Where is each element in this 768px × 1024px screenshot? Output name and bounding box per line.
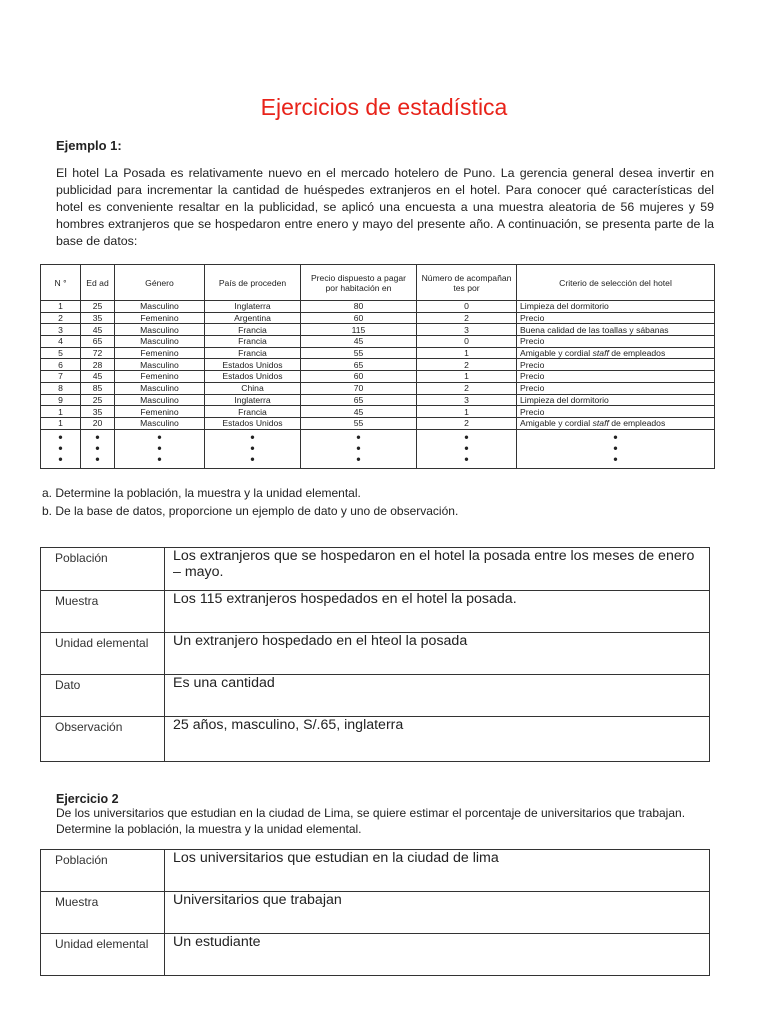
cell-pais: Inglaterra xyxy=(205,394,301,406)
criterio-text-end: de empleados xyxy=(608,348,666,359)
cell-edad: 35 xyxy=(81,406,115,418)
table-row xyxy=(41,301,715,313)
cell-edad: 45 xyxy=(81,371,115,383)
cell-acomp: 1 xyxy=(417,371,517,383)
cell-n: 5 xyxy=(41,347,81,359)
cell-precio: 45 xyxy=(301,336,417,348)
answer-row xyxy=(41,934,710,976)
criterio-text: Amigable y cordial xyxy=(520,348,593,359)
answer-label: Muestra xyxy=(41,892,165,934)
col-header-genero: Género xyxy=(115,265,205,301)
cell-criterio xyxy=(517,406,715,418)
cell-edad: 25 xyxy=(81,301,115,313)
answer-label: Unidad elemental xyxy=(41,633,165,675)
ejercicio2-heading: Ejercicio 2 xyxy=(56,792,119,806)
data-table xyxy=(40,264,715,469)
ejercicio2-paragraph: De los universitarios que estudian en la ciudad de Lima, se quiere estimar el porcentaje de universitarios que trabajan. Determine la población, la muestra y la unidad elemental. xyxy=(56,806,686,836)
cell-edad: 85 xyxy=(81,382,115,394)
answer-row xyxy=(41,633,710,675)
table-row xyxy=(41,324,715,336)
ellipsis-cell: • • • xyxy=(417,429,517,468)
cell-pais: Estados Unidos xyxy=(205,417,301,429)
cell-edad: 35 xyxy=(81,312,115,324)
ellipsis-cell: • • • xyxy=(205,429,301,468)
data-table-header xyxy=(41,265,715,301)
cell-criterio xyxy=(517,359,715,371)
cell-pais: Estados Unidos xyxy=(205,371,301,383)
answer-value: 25 años, masculino, S/.65, inglaterra xyxy=(165,717,710,762)
cell-pais: Francia xyxy=(205,347,301,359)
cell-pais: Francia xyxy=(205,406,301,418)
ejemplo1-heading: Ejemplo 1: xyxy=(56,138,122,153)
cell-genero: Masculino xyxy=(115,359,205,371)
answer-label: Población xyxy=(41,850,165,892)
cell-edad: 25 xyxy=(81,394,115,406)
cell-edad: 20 xyxy=(81,417,115,429)
cell-pais: China xyxy=(205,382,301,394)
criterio-text: Precio xyxy=(520,406,545,417)
col-header-criterio: Criterio de selección del hotel xyxy=(517,265,715,301)
cell-genero: Masculino xyxy=(115,301,205,313)
answer-label: Muestra xyxy=(41,591,165,633)
cell-acomp: 2 xyxy=(417,382,517,394)
cell-precio: 70 xyxy=(301,382,417,394)
cell-edad: 28 xyxy=(81,359,115,371)
table-row xyxy=(41,359,715,371)
ellipsis-cell: • • • xyxy=(41,429,81,468)
cell-genero: Masculino xyxy=(115,324,205,336)
cell-acomp: 2 xyxy=(417,417,517,429)
cell-n: 3 xyxy=(41,324,81,336)
cell-criterio xyxy=(517,394,715,406)
cell-genero: Femenino xyxy=(115,312,205,324)
cell-criterio xyxy=(517,417,715,429)
table-row xyxy=(41,417,715,429)
criterio-text: Buena calidad de las toallas y sábanas xyxy=(520,324,669,335)
answer-value: Un extranjero hospedado en el hteol la posada xyxy=(165,633,710,675)
answer-row xyxy=(41,675,710,717)
cell-n: 1 xyxy=(41,301,81,313)
criterio-text: Amigable y cordial xyxy=(520,418,593,429)
col-header-edad: Ed ad xyxy=(81,265,115,301)
page-title: Ejercicios de estadística xyxy=(260,94,508,120)
answer-label: Dato xyxy=(41,675,165,717)
cell-n: 2 xyxy=(41,312,81,324)
cell-criterio xyxy=(517,324,715,336)
cell-genero: Femenino xyxy=(115,371,205,383)
cell-n: 8 xyxy=(41,382,81,394)
cell-acomp: 0 xyxy=(417,301,517,313)
ellipsis-cell: • • • xyxy=(115,429,205,468)
cell-n: 1 xyxy=(41,406,81,418)
cell-precio: 80 xyxy=(301,301,417,313)
table-row xyxy=(41,394,715,406)
cell-precio: 65 xyxy=(301,359,417,371)
cell-genero: Masculino xyxy=(115,394,205,406)
cell-precio: 60 xyxy=(301,312,417,324)
ejemplo1-paragraph: El hotel La Posada es relativamente nuevo en el mercado hotelero de Puno. La gerencia general desea invertir en publicidad para incrementar la cantidad de huéspedes extranjeros en el hotel. Para conocer qué características del hotel es conveniente resaltar en la publicidad, se aplicó una encuesta a una muestra aleatoria de 56 mujeres y 59 hombres extranjeros que se hospedaron entre enero y mayo del presente año. A continuación, se presenta parte de la base de datos: xyxy=(56,166,714,248)
cell-n: 6 xyxy=(41,359,81,371)
answer-value: Un estudiante xyxy=(165,934,710,976)
criterio-emphasis: staff xyxy=(592,418,609,429)
cell-edad: 45 xyxy=(81,324,115,336)
answer-label: Observación xyxy=(41,717,165,762)
ellipsis-cell: • • • xyxy=(301,429,417,468)
col-header-acompanantes: Número de acompañan tes por xyxy=(417,265,517,301)
answer-row xyxy=(41,892,710,934)
cell-criterio xyxy=(517,312,715,324)
cell-precio: 55 xyxy=(301,347,417,359)
ellipsis-row xyxy=(41,429,715,468)
answer-row xyxy=(41,591,710,633)
table-row xyxy=(41,347,715,359)
cell-acomp: 1 xyxy=(417,347,517,359)
cell-criterio xyxy=(517,382,715,394)
answer-value: Los universitarios que estudian en la ciudad de lima xyxy=(165,850,710,892)
cell-acomp: 0 xyxy=(417,336,517,348)
answer-value: Universitarios que trabajan xyxy=(165,892,710,934)
cell-criterio xyxy=(517,347,715,359)
cell-precio: 65 xyxy=(301,394,417,406)
cell-edad: 72 xyxy=(81,347,115,359)
cell-pais: Estados Unidos xyxy=(205,359,301,371)
answer-label: Población xyxy=(41,548,165,591)
criterio-text: Precio xyxy=(520,383,545,394)
cell-pais: Francia xyxy=(205,336,301,348)
criterio-emphasis: staff xyxy=(592,348,609,359)
cell-acomp: 3 xyxy=(417,394,517,406)
cell-precio: 60 xyxy=(301,371,417,383)
cell-genero: Femenino xyxy=(115,347,205,359)
answer-row xyxy=(41,850,710,892)
table-row xyxy=(41,406,715,418)
col-header-n: N ° xyxy=(41,265,81,301)
cell-criterio xyxy=(517,301,715,313)
table-row xyxy=(41,371,715,383)
answer-label: Unidad elemental xyxy=(41,934,165,976)
criterio-text: Limpieza del dormitorio xyxy=(520,301,609,312)
cell-acomp: 2 xyxy=(417,359,517,371)
cell-precio: 55 xyxy=(301,417,417,429)
table-row xyxy=(41,336,715,348)
cell-n: 1 xyxy=(41,417,81,429)
criterio-text: Limpieza del dormitorio xyxy=(520,394,609,405)
cell-n: 9 xyxy=(41,394,81,406)
cell-pais: Francia xyxy=(205,324,301,336)
col-header-precio: Precio dispuesto a pagar por habitación en xyxy=(301,265,417,301)
criterio-text: Precio xyxy=(520,313,545,324)
cell-pais: Argentina xyxy=(205,312,301,324)
ellipsis-cell: • • • xyxy=(81,429,115,468)
cell-acomp: 3 xyxy=(417,324,517,336)
cell-edad: 65 xyxy=(81,336,115,348)
question-a: a. Determine la población, la muestra y la unidad elemental. xyxy=(42,486,361,500)
answers-table-1 xyxy=(40,547,710,762)
cell-n: 7 xyxy=(41,371,81,383)
col-header-pais: País de proceden xyxy=(205,265,301,301)
cell-acomp: 1 xyxy=(417,406,517,418)
table-row xyxy=(41,312,715,324)
cell-precio: 45 xyxy=(301,406,417,418)
cell-pais: Inglaterra xyxy=(205,301,301,313)
answer-value: Es una cantidad xyxy=(165,675,710,717)
ellipsis-cell: • • • xyxy=(517,429,715,468)
cell-criterio xyxy=(517,371,715,383)
answer-value: Los 115 extranjeros hospedados en el hotel la posada. xyxy=(165,591,710,633)
criterio-text: Precio xyxy=(520,336,545,347)
answer-value: Los extranjeros que se hospedaron en el hotel la posada entre los meses de enero – mayo. xyxy=(165,548,710,591)
answers-table-2 xyxy=(40,849,710,976)
criterio-text: Precio xyxy=(520,371,545,382)
criterio-text: Precio xyxy=(520,359,545,370)
cell-genero: Masculino xyxy=(115,417,205,429)
table-row xyxy=(41,382,715,394)
cell-genero: Femenino xyxy=(115,406,205,418)
cell-genero: Masculino xyxy=(115,336,205,348)
answer-row xyxy=(41,548,710,591)
question-b: b. De la base de datos, proporcione un ejemplo de dato y uno de observación. xyxy=(42,504,459,518)
cell-n: 4 xyxy=(41,336,81,348)
answer-row xyxy=(41,717,710,762)
cell-criterio xyxy=(517,336,715,348)
criterio-text-end: de empleados xyxy=(608,418,666,429)
cell-acomp: 2 xyxy=(417,312,517,324)
cell-precio: 115 xyxy=(301,324,417,336)
cell-genero: Masculino xyxy=(115,382,205,394)
